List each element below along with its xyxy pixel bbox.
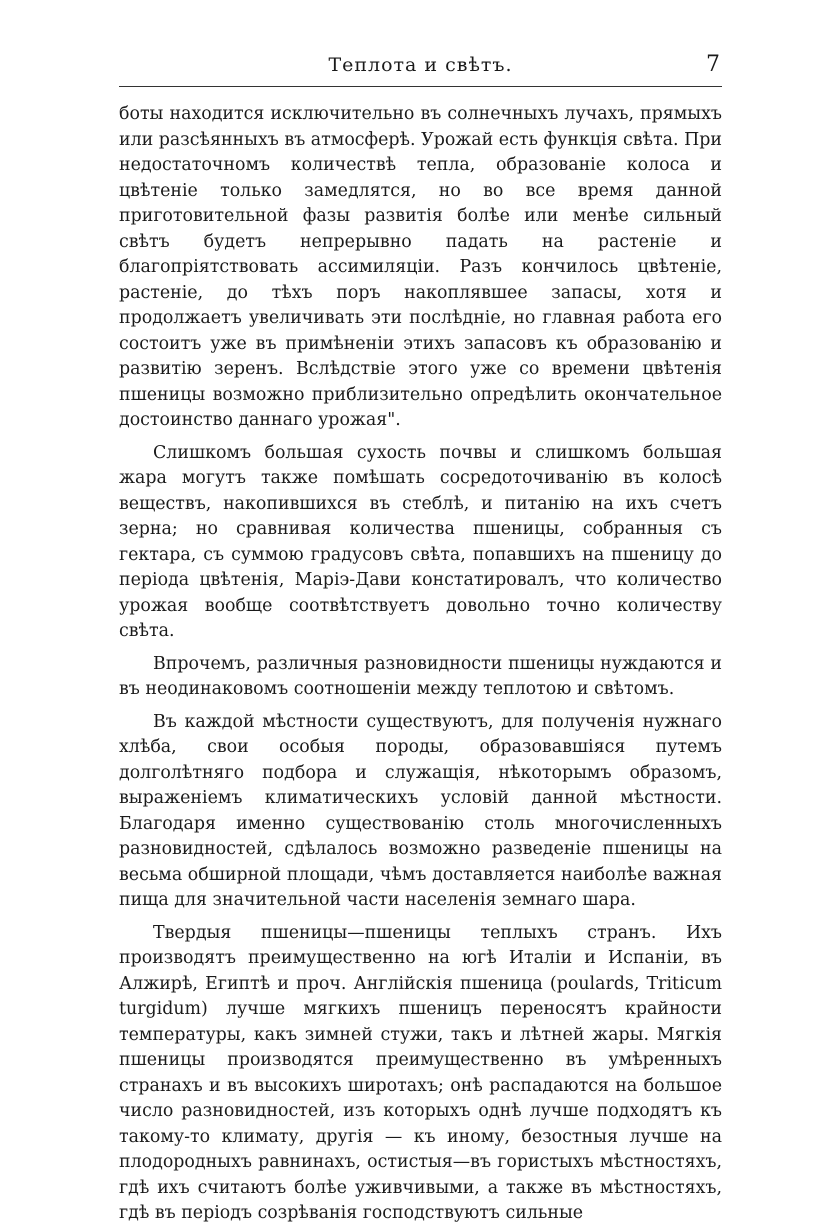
paragraph-5: Твердыя пшеницы—пшеницы теплыхъ странъ. Ихъ производятъ преимущественно на югѣ Италіи и Испаніи, въ Алжирѣ, Египтѣ и проч. Англійскія пшеница (poulards, Triticum turgidum) лучше мягкихъ пшеницъ переносятъ крайности температуры, какъ зимней стужи, такъ и лѣтней жары. Мягкія пшеницы производятся преимущественно въ умѣренныхъ странахъ и въ высокихъ широтахъ; онѣ распадаются на большое число разновидностей, изъ которыхъ однѣ лучше подходятъ къ такому-то климату, другія — къ иному, безостныя лучше на плодородныхъ равнинахъ, остистыя—въ гористыхъ мѣстностяхъ, гдѣ ихъ считаютъ болѣе уживчивыми, а также въ мѣстностяхъ, гдѣ въ періодъ созрѣванія господствуютъ сильные (119, 922, 722, 1223)
running-title: Теплота и свѣтъ. (328, 54, 513, 76)
body-text (119, 102, 722, 1227)
paragraph-1: боты находится исключительно въ солнечныхъ лучахъ, прямыхъ или разсѣянныхъ въ атмосферѣ. Урожай есть функція свѣта. При недостаточномъ количествѣ тепла, образованіе колоса и цвѣтеніе только замедлятся, но во все время данной приготовительной фазы развитія болѣе или менѣе сильный свѣтъ будетъ непрерывно падать на растеніе и благопріятствовать ассимиляціи. Разъ кончилось цвѣтеніе, растеніе, до тѣхъ поръ накоплявшее запасы, хотя и продолжаетъ увеличивать эти послѣдніе, но главная работа его состоитъ уже въ примѣненіи этихъ запасовъ къ образованію и развитію зеренъ. Вслѣдствіе этого уже со времени цвѣтенія пшеницы возможно приблизительно опредѣлить окончательное достоинство даннаго урожая". (119, 104, 722, 430)
paragraph-2: Слишкомъ большая сухость почвы и слишкомъ большая жара могутъ также помѣшать сосредоточиванію въ колосѣ веществъ, накопившихся въ стеблѣ, и питанію на ихъ счетъ зерна; но сравнивая количества пшеницы, собранныя съ гектара, съ суммою градусовъ свѣта, попавшихъ на пшеницу до періода цвѣтенія, Маріэ-Дави констатировалъ, что количество урожая вообще соотвѣтствуетъ довольно точно количеству свѣта. (119, 442, 722, 641)
running-header (119, 50, 722, 84)
paragraph-4: Въ каждой мѣстности существуютъ, для полученія нужнаго хлѣба, свои особыя породы, образовавшіяся путемъ долголѣтняго подбора и служащія, нѣкоторымъ образомъ, выраженіемъ климатическихъ условій данной мѣстности. Благодаря именно существованію столь многочисленныхъ разновидностей, сдѣлалось возможно разведеніе пшеницы на весьма обширной площади, чѣмъ доставляется наиболѣе важная пища для значительной части населенія земнаго шара. (119, 711, 722, 910)
header-rule (119, 86, 722, 87)
page-number: 7 (706, 52, 720, 77)
paragraph-3: Впрочемъ, различныя разновидности пшеницы нуждаются и въ неодинаковомъ соотношеніи между теплотою и свѣтомъ. (119, 653, 722, 699)
